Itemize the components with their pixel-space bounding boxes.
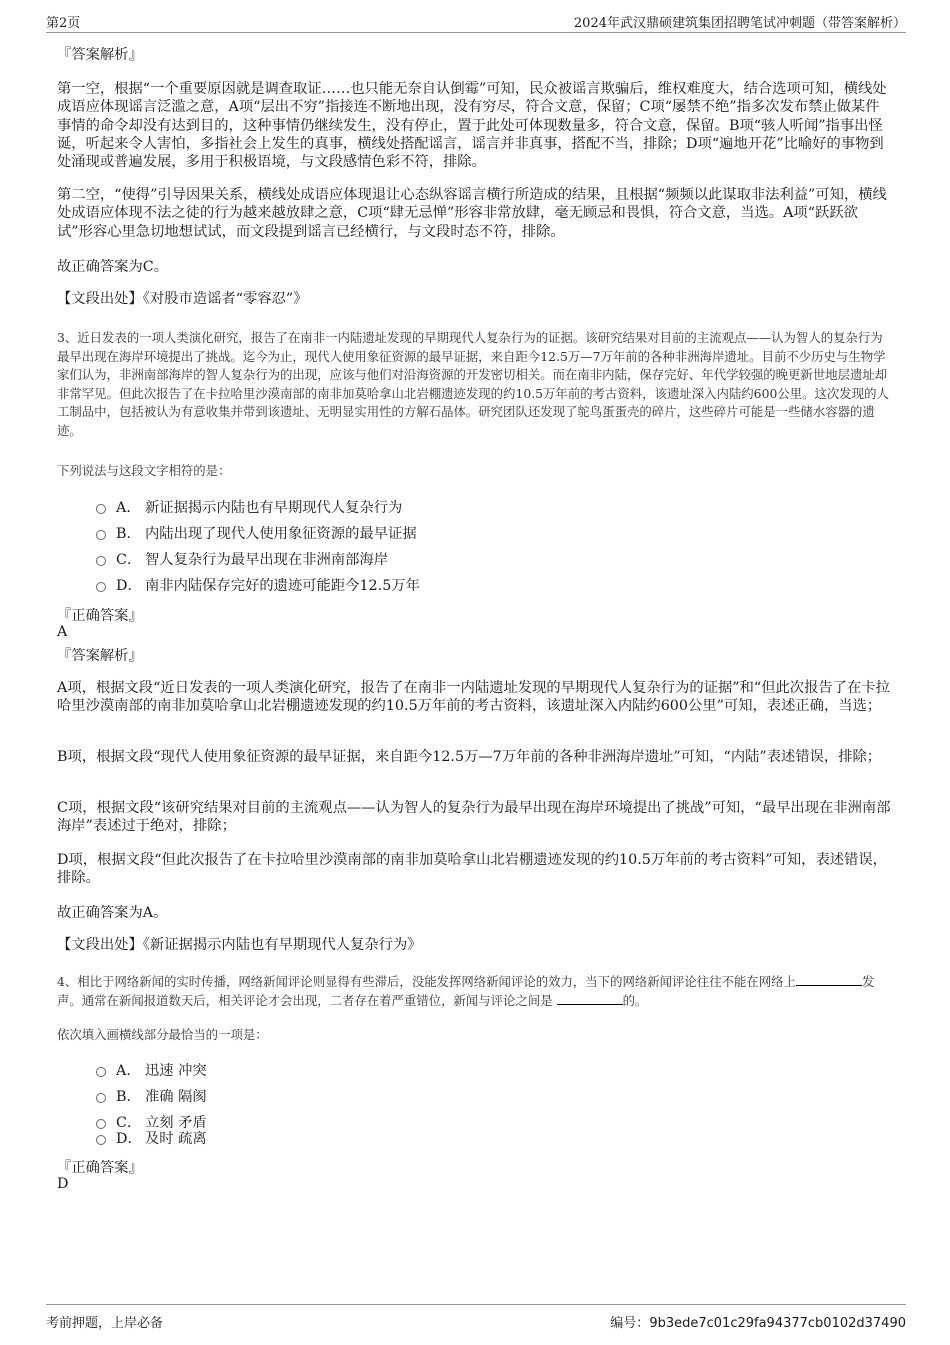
page-header (46, 10, 906, 33)
footer-serial: 编号：9b3ede7c01c29fa94377cb0102d37490 (610, 1316, 906, 1331)
q4-stem: 4、相比于网络新闻的实时传播，网络新闻评论则显得有些滞后，没能发挥网络新闻评论的效力，当下的网络新闻评论往往不能在网络上 发声。通常在新闻报道数天后，相关评论才会出现，二者存在着严重错位，新闻与评论之间是 的。 (57, 974, 875, 1008)
q4-option-b[interactable]: B． 准确 隔阂 (96, 1088, 207, 1106)
q3-option-a[interactable]: A． 新证据揭示内陆也有早期现代人复杂行为 (96, 499, 402, 517)
radio-icon[interactable] (96, 556, 106, 566)
q3-stem: 3、近日发表的一项人类演化研究，报告了在南非一内陆遗址发现的早期现代人复杂行为的证据。该研究结果对目前的主流观点——认为智人的复杂行为最早出现在海岸环境提出了挑战。迄今为止，现代人使用象征资源的最早证据，来自距今12.5万—7万年前的各种非洲海岸遗址。目前不少历史与生物学家们认为，非洲南部海岸的智人复杂行为的出现，应该与他们对沿海资源的开发密切相关。而在南非内陆，保存完好、年代学较强的晚更新世地层遗址却非常罕见。但此次报告了在卡拉哈里沙漠南部的南非加莫哈拿山北岩棚遗迹发现的约10.5万年前的考古资料，该遗址深入内陆约600公里。这次发现的人工制品中，包括被认为有意收集并带到该遗址、无明显实用性的方解石晶体。研究团队还发现了鸵鸟蛋蛋壳的碎片，这些碎片可能是一些储水容器的遗迹。 (57, 330, 889, 438)
q2-analysis-para2: 第二空，“使得”引导因果关系，横线处成语应体现退让心态纵容谣言横行所造成的结果，且根据“频频以此谋取非法利益”可知，横线处成语应体现不法之徒的行为越来越放肆之意，C项“肆无忌惮”形容非常放肆，毫无顾忌和畏惧，符合文意，当选。A项“跃跃欲试”形容心里急切地想试试，而文段提到谣言已经横行，与文段时态不符，排除。 (57, 187, 887, 240)
q3-option-d[interactable]: D． 南非内陆保存完好的遗迹可能距今12.5万年 (96, 577, 420, 595)
radio-icon[interactable] (96, 1135, 106, 1145)
q3-analysis-d: D项，根据文段“但此次报告了在卡拉哈里沙漠南部的南非加莫哈拿山北岩棚遗迹发现的约10.5万年前的考古资料”可知，表述错误，排除。 (57, 852, 887, 887)
q4-correct-label: 『正确答案』 (57, 1160, 143, 1176)
q3-conclusion: 故正确答案为A。 (57, 905, 168, 921)
footer-motto: 考前押题，上岸必备 (46, 1316, 164, 1331)
q4-question: 依次填入画横线部分最恰当的一项是： (57, 1027, 268, 1042)
q4-option-a[interactable]: A． 迅速 冲突 (96, 1062, 207, 1080)
q3-source: 【文段出处】《新证据揭示内陆也有早期现代人复杂行为》 (57, 937, 422, 953)
q4-correct-answer: D (57, 1176, 69, 1192)
q3-analysis-label: 『答案解析』 (57, 648, 143, 664)
fill-blank-1 (796, 973, 862, 986)
radio-icon[interactable] (96, 530, 106, 540)
q4-option-d[interactable]: D． 及时 疏离 (96, 1130, 207, 1148)
q2-conclusion: 故正确答案为C。 (57, 259, 169, 275)
document-title: 2024年武汉鼎硕建筑集团招聘笔试冲刺题（带答案解析） (573, 16, 906, 31)
radio-icon[interactable] (96, 582, 106, 592)
page-number: 第2页 (46, 16, 81, 31)
q2-analysis-label: 『答案解析』 (57, 47, 143, 63)
radio-icon[interactable] (96, 1093, 106, 1103)
q3-analysis-a: A项，根据文段“近日发表的一项人类演化研究，报告了在南非一内陆遗址发现的早期现代人复杂行为的证据”和“但此次报告了在卡拉哈里沙漠南部的南非加莫哈拿山北岩棚遗迹发现的约10.5万年前的考古资料，该遗址深入内陆约600公里”可知，表述正确，当选； (57, 680, 890, 715)
q3-option-b[interactable]: B． 内陆出现了现代人使用象征资源的最早证据 (96, 525, 417, 543)
page-footer (46, 1304, 906, 1331)
q3-option-c[interactable]: C． 智人复杂行为最早出现在非洲南部海岸 (96, 551, 388, 569)
q3-analysis-b: B项，根据文段“现代人使用象征资源的最早证据，来自距今12.5万—7万年前的各种非洲海岸遗址”可知，“内陆”表述错误，排除； (57, 749, 882, 765)
q3-correct-answer: A (57, 624, 68, 640)
radio-icon[interactable] (96, 504, 106, 514)
q2-analysis-para1: 第一空，根据“一个重要原因就是调查取证……也只能无奈自认倒霉”可知，民众被谣言欺骗后，维权难度大，结合选项可知，横线处成语应体现谣言泛滥之意，A项“层出不穷”指接连不断地出现，没有穷尽，符合文意，保留；C项“屡禁不绝”指多次发布禁止做某件事情的命令却没有达到目的，这种事情仍继续发生，没有停止，置于此处可体现数量多，符合文意，保留。B项“骇人听闻”指事出怪诞，听起来令人害怕，多指社会上发生的真事，横线处搭配谣言，谣言并非真事，搭配不当，排除；D项“遍地开花”比喻好的事物到处涌现或普遍发展，多用于积极语境，与文段感情色彩不符，排除。 (57, 81, 887, 171)
q3-question: 下列说法与这段文字相符的是： (57, 463, 231, 478)
q3-analysis-c: C项，根据文段“该研究结果对目前的主流观点——认为智人的复杂行为最早出现在海岸环境提出了挑战”可知，“最早出现在非洲南部海岸”表述过于绝对，排除； (57, 800, 891, 835)
q4-option-c[interactable]: C． 立刻 矛盾 (96, 1114, 207, 1132)
radio-icon[interactable] (96, 1119, 106, 1129)
radio-icon[interactable] (96, 1067, 106, 1077)
serial-number: 9b3ede7c01c29fa94377cb0102d37490 (649, 1316, 906, 1331)
fill-blank-2 (557, 992, 623, 1005)
q2-source: 【文段出处】《对股市造谣者“零容忍”》 (57, 291, 308, 307)
q3-correct-label: 『正确答案』 (57, 608, 143, 624)
